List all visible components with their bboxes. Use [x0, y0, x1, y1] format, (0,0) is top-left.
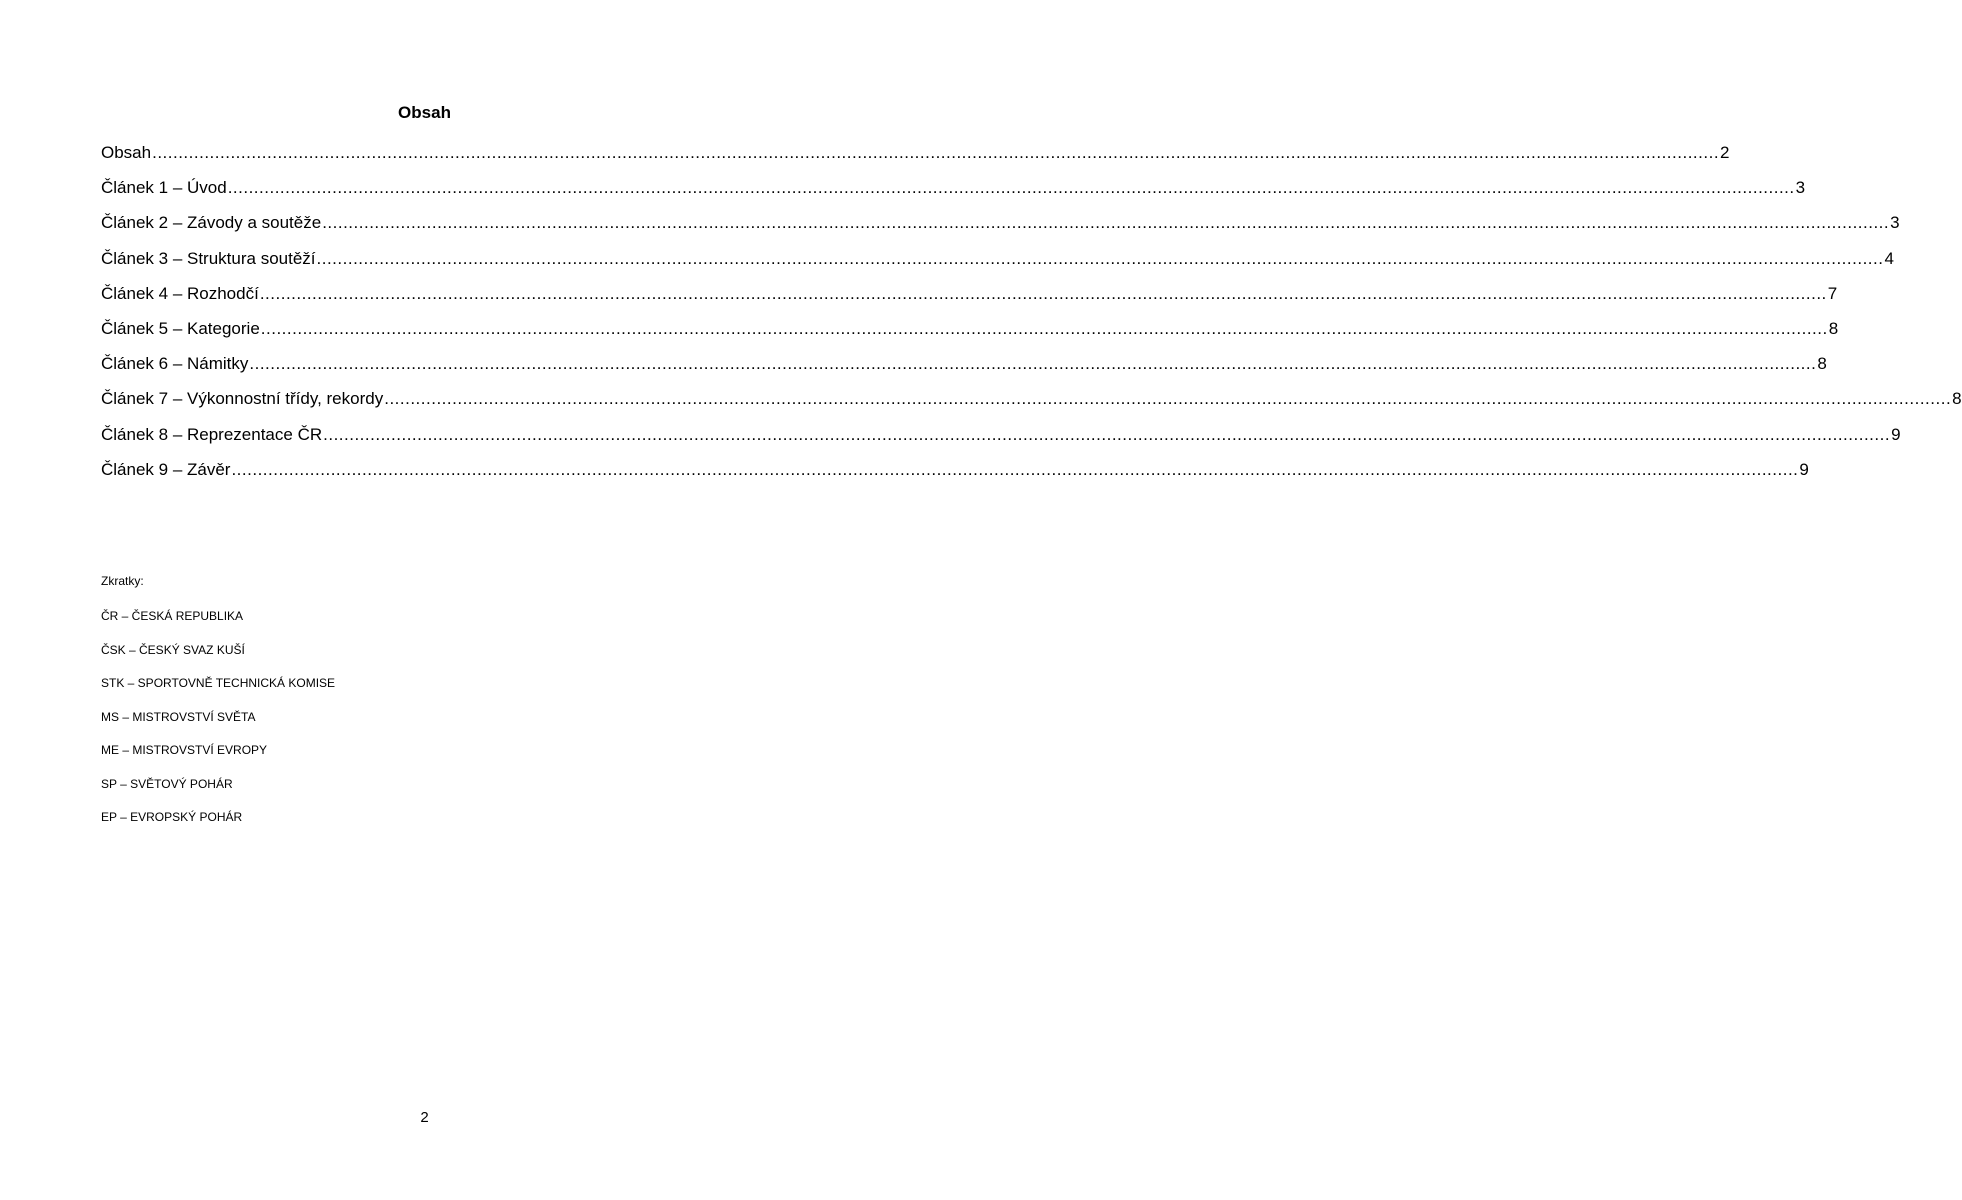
- toc-entry-page: 9: [1799, 459, 1809, 479]
- toc-entry-label: Článek 6 – Námitky: [101, 354, 249, 374]
- toc-title: Obsah: [398, 103, 451, 122]
- abbreviation-item: STK – SPORTOVNĚ TECHNICKÁ KOMISE: [101, 676, 336, 690]
- page-number: 2: [420, 1109, 429, 1126]
- abbreviation-item: MS – MISTROVSTVÍ SVĚTA: [101, 709, 256, 724]
- toc-entry-clanek-6[interactable]: [101, 353, 1827, 388]
- toc-dot-leader: ............................................................................................................................................................................................................................................................................................................: [260, 318, 1828, 338]
- toc-entry-label: Článek 3 – Struktura soutěží: [101, 248, 316, 268]
- toc-entry-clanek-1[interactable]: [101, 177, 1806, 212]
- abbreviations-list: [101, 608, 335, 843]
- toc-dot-leader: ............................................................................................................................................................................................................................................................................................................: [323, 424, 1891, 444]
- toc-dot-leader: ............................................................................................................................................................................................................................................................................................................: [384, 389, 1952, 409]
- toc-entry-page: 8: [1952, 389, 1962, 409]
- toc-entry-clanek-9[interactable]: [101, 459, 1809, 494]
- toc-entry-page: 7: [1827, 283, 1838, 303]
- toc-entry-label: Obsah: [101, 143, 152, 162]
- toc-entry-page: 3: [1890, 213, 1900, 233]
- toc-entry-clanek-2[interactable]: [101, 212, 1900, 247]
- toc-dot-leader: ............................................................................................................................................................................................................................................................................................................: [322, 213, 1890, 233]
- toc-entry-clanek-3[interactable]: [101, 248, 1894, 283]
- toc-entry-label: Článek 5 – Kategorie: [101, 318, 260, 338]
- toc-dot-leader: ............................................................................................................................................................................................................................................................................................................: [152, 143, 1720, 162]
- toc-entry-clanek-8[interactable]: [101, 424, 1901, 459]
- abbreviations-heading: Zkratky:: [101, 574, 144, 588]
- toc-dot-leader: ............................................................................................................................................................................................................................................................................................................: [231, 459, 1799, 479]
- toc-entry-label: Článek 2 – Závody a soutěže: [101, 213, 322, 233]
- toc-dot-leader: ............................................................................................................................................................................................................................................................................................................: [227, 178, 1795, 198]
- toc-entry-clanek-7[interactable]: [101, 388, 1962, 423]
- toc-entry-page: 3: [1795, 178, 1806, 198]
- toc-entry-label: Článek 9 – Závěr: [101, 459, 231, 479]
- abbreviation-item: ČR – ČESKÁ REPUBLIKA: [101, 609, 244, 623]
- toc-entry-obsah[interactable]: [101, 142, 1730, 177]
- abbreviation-item: SP – SVĚTOVÝ POHÁR: [101, 776, 233, 791]
- toc-dot-leader: ............................................................................................................................................................................................................................................................................................................: [259, 283, 1827, 303]
- toc-entry-label: Článek 8 – Reprezentace ČR: [101, 424, 323, 444]
- abbreviation-item: EP – EVROPSKÝ POHÁR: [101, 810, 243, 824]
- toc-dot-leader: ............................................................................................................................................................................................................................................................................................................: [316, 248, 1884, 268]
- toc-entry-clanek-4[interactable]: [101, 283, 1838, 318]
- toc-entry-clanek-5[interactable]: [101, 318, 1839, 353]
- toc-dot-leader: ............................................................................................................................................................................................................................................................................................................: [249, 354, 1817, 374]
- toc-entry-page: 8: [1828, 318, 1839, 338]
- toc-entry-label: Článek 1 – Úvod: [101, 178, 227, 198]
- table-of-contents: [101, 142, 1962, 494]
- toc-entry-page: 2: [1720, 143, 1730, 162]
- toc-entry-page: 9: [1891, 424, 1901, 444]
- abbreviation-item: ME – MISTROVSTVÍ EVROPY: [101, 743, 268, 757]
- toc-entry-label: Článek 7 – Výkonnostní třídy, rekordy: [101, 389, 384, 409]
- toc-entry-page: 4: [1884, 248, 1894, 268]
- toc-entry-page: 8: [1817, 354, 1827, 374]
- abbreviation-item: ČSK – ČESKÝ SVAZ KUŠÍ: [101, 642, 245, 657]
- toc-entry-label: Článek 4 – Rozhodčí: [101, 283, 259, 303]
